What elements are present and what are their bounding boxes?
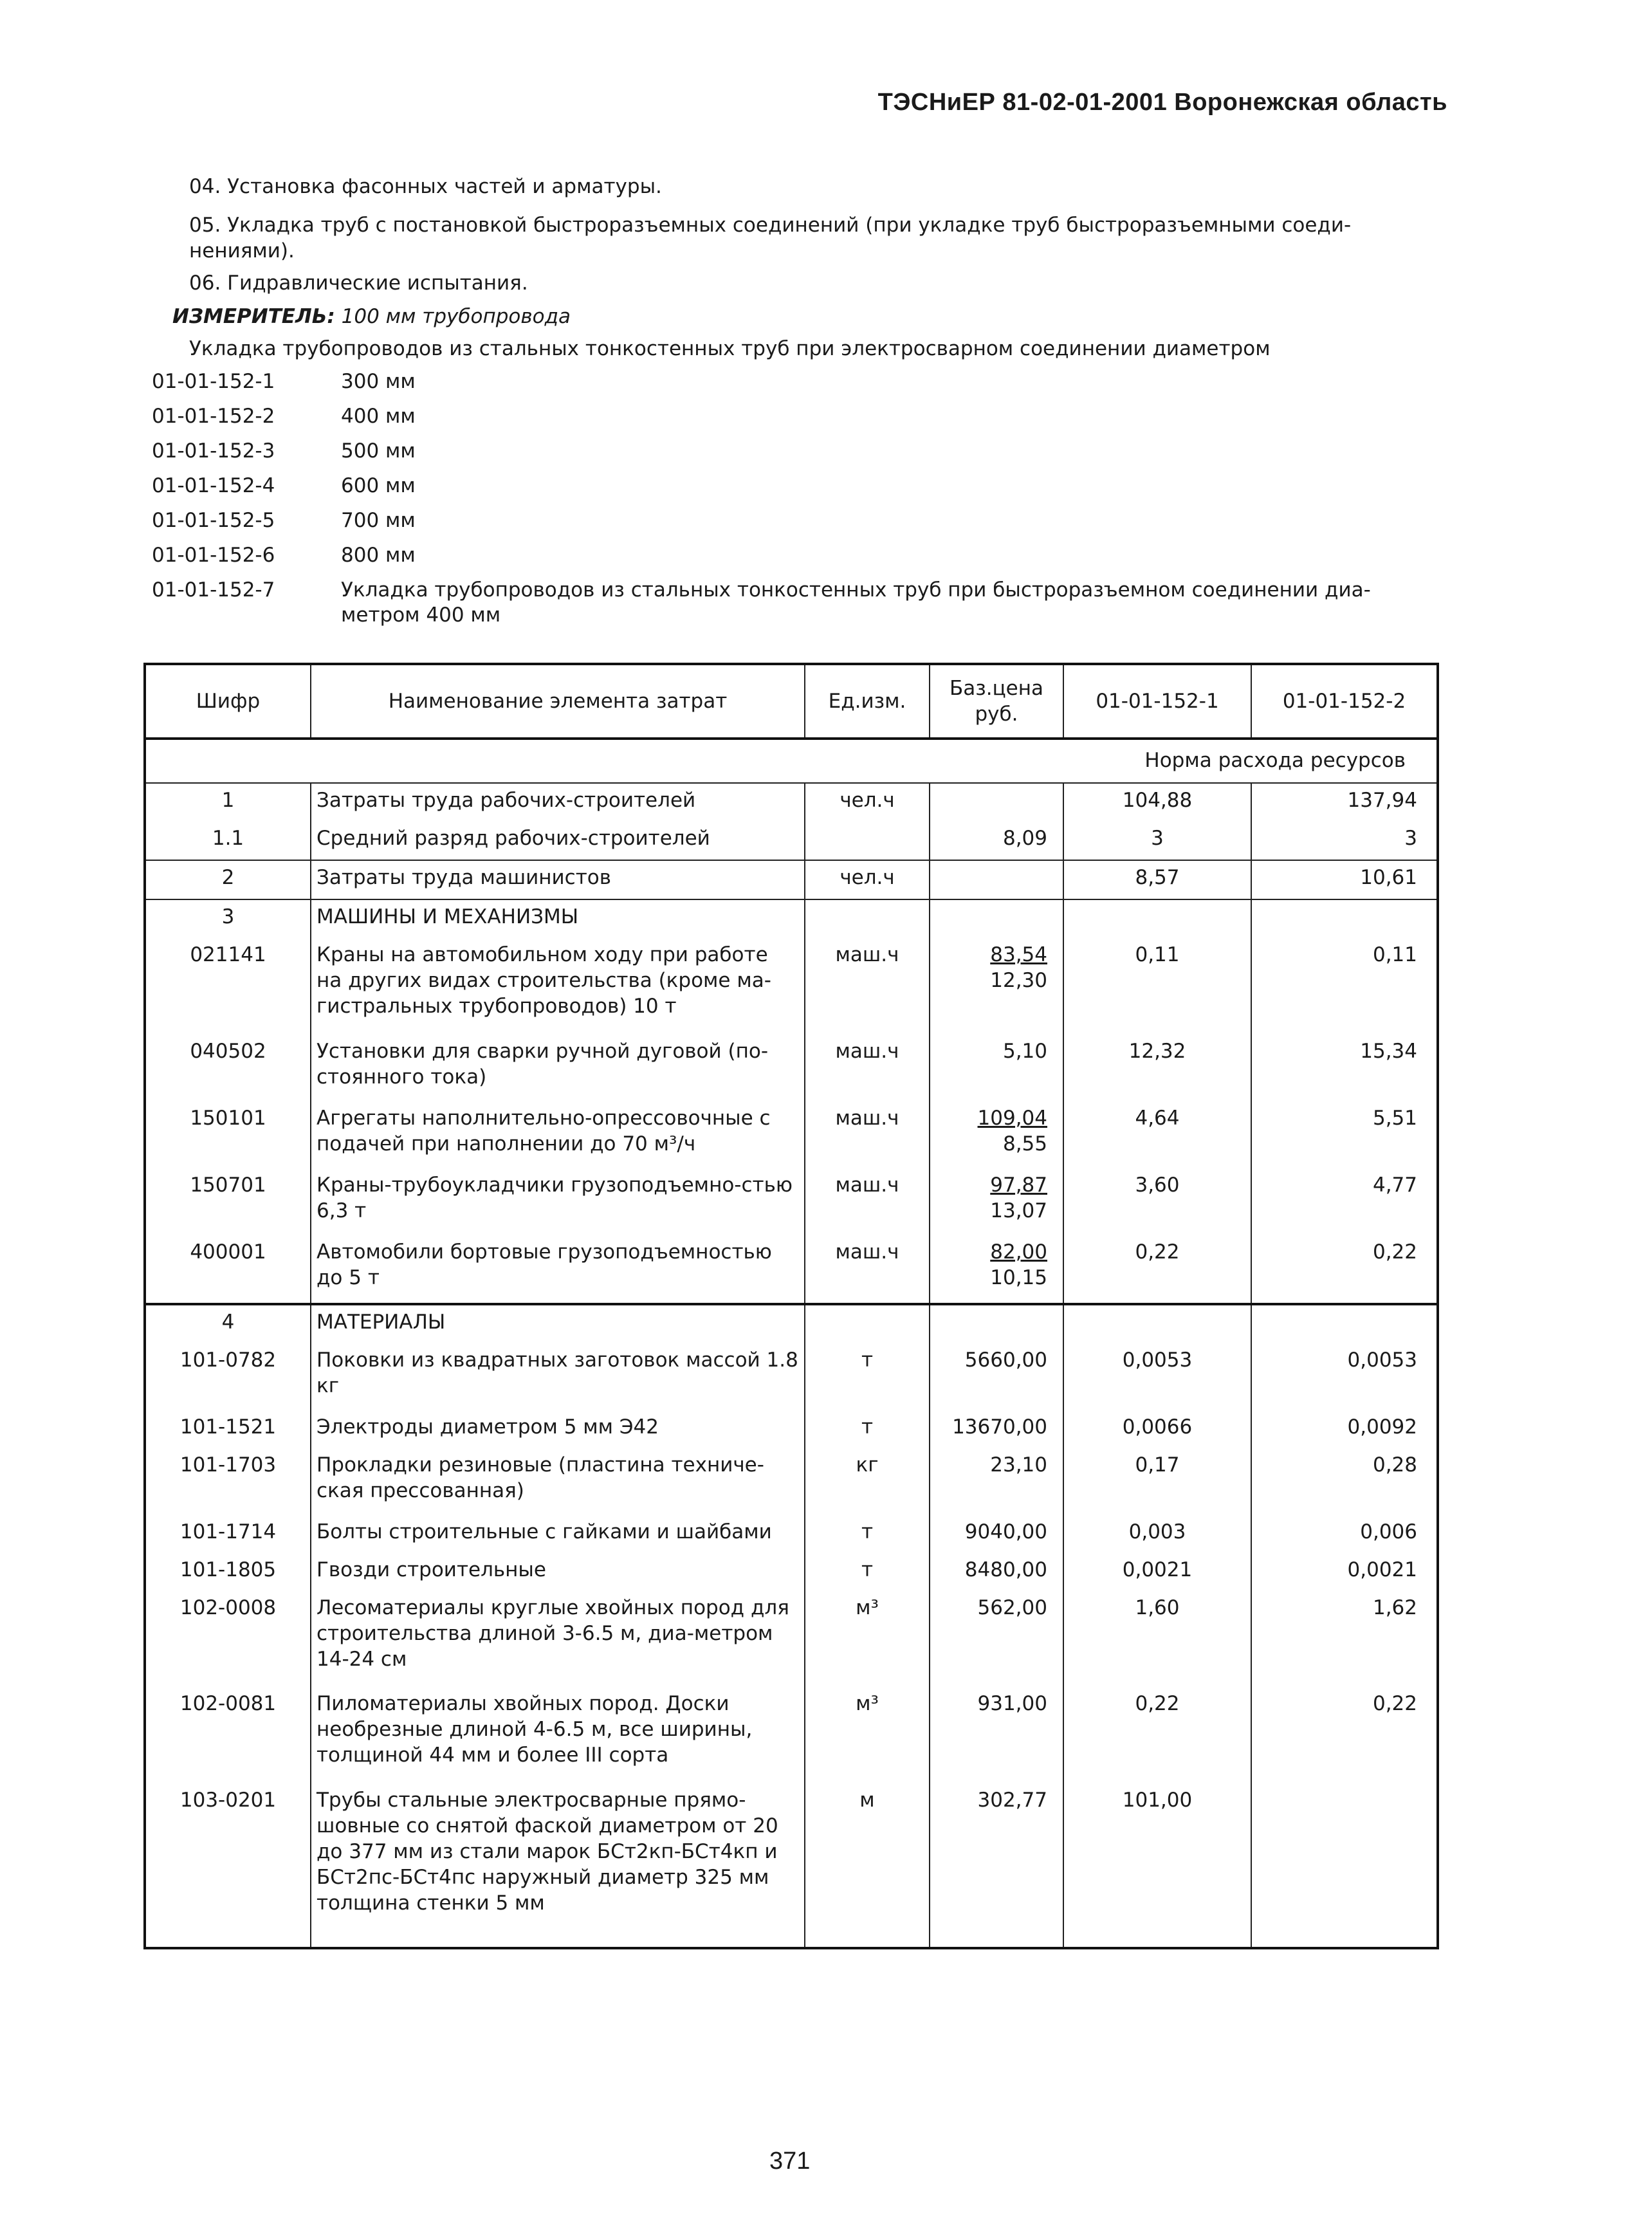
row-value-152-2: 0,0053 [1251,1343,1438,1410]
row-price-main: 23,10 [990,1453,1047,1477]
row-value-152-1: 0,22 [1063,1687,1251,1783]
code-desc: 600 мм [341,474,416,497]
code-list [152,369,1438,638]
row-value-152-2 [1251,1304,1438,1343]
row-code: 4 [145,1304,311,1343]
row-unit: м³ [805,1687,930,1783]
code-desc: 500 мм [341,439,416,463]
row-value-152-2: 3 [1251,822,1438,860]
row-price-main: 82,00 [990,1240,1047,1264]
row-price-main: 5660,00 [964,1348,1047,1372]
table-row [145,1410,1438,1448]
row-price-secondary: 8,55 [1002,1132,1047,1155]
row-price-main: 9040,00 [964,1520,1047,1544]
table-row [145,1783,1438,1938]
row-value-152-1: 12,32 [1063,1035,1251,1101]
code-id: 01-01-152-7 [152,578,275,602]
row-price [930,822,1063,860]
filler-cell [145,1938,311,1948]
meter-value: 100 мм трубопровода [341,305,571,328]
row-name: Лесоматериалы круглые хвойных пород для строительства длиной 3-6.5 м, диа-метром 14-24 см [311,1591,805,1687]
table-row [145,783,1438,822]
row-value-152-1: 0,0053 [1063,1343,1251,1410]
row-value-152-1: 0,0021 [1063,1553,1251,1591]
code-desc: 800 мм [341,544,416,567]
row-value-152-2: 0,28 [1251,1448,1438,1515]
row-value-152-1: 3 [1063,822,1251,860]
row-name: Средний разряд рабочих-строителей [311,822,805,860]
code-desc: Укладка трубопроводов из стальных тонкостенных труб при быстроразъемном соединении диа-метром 400 мм [341,578,1371,627]
row-price [930,1783,1063,1938]
table-row [145,860,1438,899]
code-row [152,508,1438,533]
row-value-152-1: 1,60 [1063,1591,1251,1687]
operation-06: 06. Гидравлические испытания. [189,272,528,295]
row-price [930,1515,1063,1553]
row-value-152-1 [1063,1304,1251,1343]
row-price [930,1553,1063,1591]
norm-label: Норма расхода ресурсов [1144,749,1406,772]
row-value-152-2: 10,61 [1251,860,1438,899]
row-unit: маш.ч [805,1235,930,1303]
code-id: 01-01-152-1 [152,370,275,393]
row-unit [805,1304,930,1343]
row-price [930,1304,1063,1343]
row-name: Пиломатериалы хвойных пород. Доски необрезные длиной 4-6.5 м, все ширины, толщиной 44 мм и более III сорта [311,1687,805,1783]
table-row [145,899,1438,938]
row-value-152-2: 1,62 [1251,1591,1438,1687]
row-value-152-1: 104,88 [1063,783,1251,822]
row-code: 150101 [145,1101,311,1168]
row-code: 2 [145,860,311,899]
code-id: 01-01-152-4 [152,474,275,497]
row-unit: маш.ч [805,1101,930,1168]
filler-cell [930,1938,1063,1948]
row-name: Электроды диаметром 5 мм Э42 [311,1410,805,1448]
row-name: Прокладки резиновые (пластина техниче-ская прессованная) [311,1448,805,1515]
code-desc: 700 мм [341,509,416,532]
row-price-main: 8,09 [1002,827,1047,851]
row-name: Краны-трубоукладчики грузоподъемно-стью 6,3 т [311,1168,805,1235]
operation-04: 04. Установка фасонных частей и арматуры. [189,175,662,198]
row-value-152-1: 0,22 [1063,1235,1251,1303]
row-unit: т [805,1343,930,1410]
table-row [145,1515,1438,1553]
row-unit [805,822,930,860]
row-value-152-2: 0,22 [1251,1687,1438,1783]
row-price-main: 109,04 [977,1106,1047,1130]
code-id: 01-01-152-5 [152,509,275,532]
row-price-main: 97,87 [990,1174,1047,1197]
filler-cell [1251,1938,1438,1948]
row-price-main: 5,10 [1002,1039,1047,1063]
row-price [930,1235,1063,1303]
row-code: 101-1714 [145,1515,311,1553]
row-price [930,899,1063,938]
row-unit: т [805,1410,930,1448]
table-row [145,1687,1438,1783]
row-price [930,1410,1063,1448]
row-unit: кг [805,1448,930,1515]
row-name: Установки для сварки ручной дуговой (по-стоянного тока) [311,1035,805,1101]
row-value-152-1: 101,00 [1063,1783,1251,1938]
row-code: 1.1 [145,822,311,860]
row-price [930,1687,1063,1783]
norm-row [145,739,1438,783]
row-name: Болты строительные с гайками и шайбами [311,1515,805,1553]
row-unit: чел.ч [805,860,930,899]
row-value-152-2: 0,006 [1251,1515,1438,1553]
row-value-152-1: 3,60 [1063,1168,1251,1235]
row-unit: маш.ч [805,1168,930,1235]
row-value-152-1: 0,17 [1063,1448,1251,1515]
row-name: Агрегаты наполнительно-опрессовочные с подачей при наполнении до 70 м³/ч [311,1101,805,1168]
row-price-main: 13670,00 [952,1415,1047,1439]
row-price-secondary: 10,15 [990,1266,1047,1290]
row-price-main: 83,54 [990,943,1047,967]
operation-05: 05. Укладка труб с постановкой быстроразъемных соединений (при укладке труб быстроразъемными соеди-нениями). [189,214,1352,262]
row-price [930,1591,1063,1687]
row-price-main: 931,00 [977,1692,1047,1716]
row-value-152-1: 0,0066 [1063,1410,1251,1448]
code-row [152,474,1438,499]
row-price [930,1035,1063,1101]
row-price [930,1168,1063,1235]
row-price-main: 562,00 [977,1596,1047,1619]
table-row [145,938,1438,1034]
code-id: 01-01-152-2 [152,405,275,428]
row-price [930,1448,1063,1515]
row-value-152-1: 4,64 [1063,1101,1251,1168]
row-value-152-2: 0,0021 [1251,1553,1438,1591]
row-code: 103-0201 [145,1783,311,1938]
row-name: МАШИНЫ И МЕХАНИЗМЫ [311,899,805,938]
col-header-152-1: 01-01-152-1 [1063,664,1251,739]
row-value-152-2: 0,22 [1251,1235,1438,1303]
row-code: 3 [145,899,311,938]
row-name: МАТЕРИАЛЫ [311,1304,805,1343]
row-value-152-1 [1063,899,1251,938]
table-row [145,1304,1438,1343]
code-row [152,439,1438,464]
row-code: 101-1805 [145,1553,311,1591]
table-row [145,822,1438,860]
filler-cell [805,1938,930,1948]
meter-label: ИЗМЕРИТЕЛЬ: [172,305,335,328]
row-value-152-1: 0,11 [1063,938,1251,1034]
row-price [930,860,1063,899]
col-header-name: Наименование элемента затрат [311,664,805,739]
row-price-secondary: 13,07 [990,1199,1047,1223]
table-row [145,1235,1438,1303]
filler-cell [1063,1938,1251,1948]
row-value-152-2: 0,0092 [1251,1410,1438,1448]
row-code: 101-1521 [145,1410,311,1448]
row-price [930,1343,1063,1410]
row-value-152-2: 137,94 [1251,783,1438,822]
row-value-152-1: 8,57 [1063,860,1251,899]
row-price [930,938,1063,1034]
row-unit: т [805,1515,930,1553]
col-header-price: Баз.цена руб. [930,664,1063,739]
row-code: 400001 [145,1235,311,1303]
row-unit [805,899,930,938]
row-unit: маш.ч [805,1035,930,1101]
row-price [930,1101,1063,1168]
row-value-152-2: 0,11 [1251,938,1438,1034]
page-number: 371 [769,2148,811,2175]
row-code: 021141 [145,938,311,1034]
table-row [145,1343,1438,1410]
row-price-main: 302,77 [977,1788,1047,1812]
row-name: Гвозди строительные [311,1553,805,1591]
code-desc: 300 мм [341,370,416,393]
code-id: 01-01-152-3 [152,439,275,463]
code-row [152,404,1438,429]
row-name: Затраты труда машинистов [311,860,805,899]
row-value-152-2 [1251,899,1438,938]
table-row [145,1591,1438,1687]
section-intro: Укладка трубопроводов из стальных тонкостенных труб при электросварном соединении диаметром [189,337,1271,360]
code-id: 01-01-152-6 [152,544,275,567]
row-name: Автомобили бортовые грузоподъемностью до 5 т [311,1235,805,1303]
row-name: Поковки из квадратных заготовок массой 1.8 кг [311,1343,805,1410]
row-value-152-2: 5,51 [1251,1101,1438,1168]
row-value-152-2: 15,34 [1251,1035,1438,1101]
row-value-152-2 [1251,1783,1438,1938]
code-row [152,578,1438,628]
row-code: 101-1703 [145,1448,311,1515]
row-name: Затраты труда рабочих-строителей [311,783,805,822]
table-row [145,1553,1438,1591]
row-code: 102-0008 [145,1591,311,1687]
row-unit: т [805,1553,930,1591]
table-row [145,1035,1438,1101]
row-code: 101-0782 [145,1343,311,1410]
table-row [145,1168,1438,1235]
code-row [152,369,1438,394]
code-desc: 400 мм [341,405,416,428]
table-row [145,1448,1438,1515]
row-unit: маш.ч [805,938,930,1034]
row-code: 102-0081 [145,1687,311,1783]
row-unit: м [805,1783,930,1938]
table-row [145,1101,1438,1168]
row-value-152-2: 4,77 [1251,1168,1438,1235]
meter-line [172,305,571,328]
row-value-152-1: 0,003 [1063,1515,1251,1553]
row-price [930,783,1063,822]
row-name: Краны на автомобильном ходу при работе на других видах строительства (кроме ма-гистральных трубопроводов) 10 т [311,938,805,1034]
row-code: 040502 [145,1035,311,1101]
code-row [152,543,1438,568]
filler-cell [311,1938,805,1948]
row-price-main: 8480,00 [964,1558,1047,1582]
resource-table [143,663,1439,1949]
row-unit: чел.ч [805,783,930,822]
col-header-152-2: 01-01-152-2 [1251,664,1438,739]
table-filler-row [145,1938,1438,1948]
document-header: ТЭСНиЕР 81-02-01-2001 Воронежская область [877,89,1447,116]
row-code: 1 [145,783,311,822]
table-header-row [145,664,1438,739]
col-header-unit: Ед.изм. [805,664,930,739]
row-name: Трубы стальные электросварные прямо-шовные со снятой фаской диаметром от 20 до 377 мм из стали марок БСт2кп-БСт4кп и БСт2пс-БСт4пс наружный диаметр 325 мм толщина стенки 5 мм [311,1783,805,1938]
row-price-secondary: 12,30 [990,969,1047,993]
row-unit: м³ [805,1591,930,1687]
row-code: 150701 [145,1168,311,1235]
col-header-code: Шифр [145,664,311,739]
